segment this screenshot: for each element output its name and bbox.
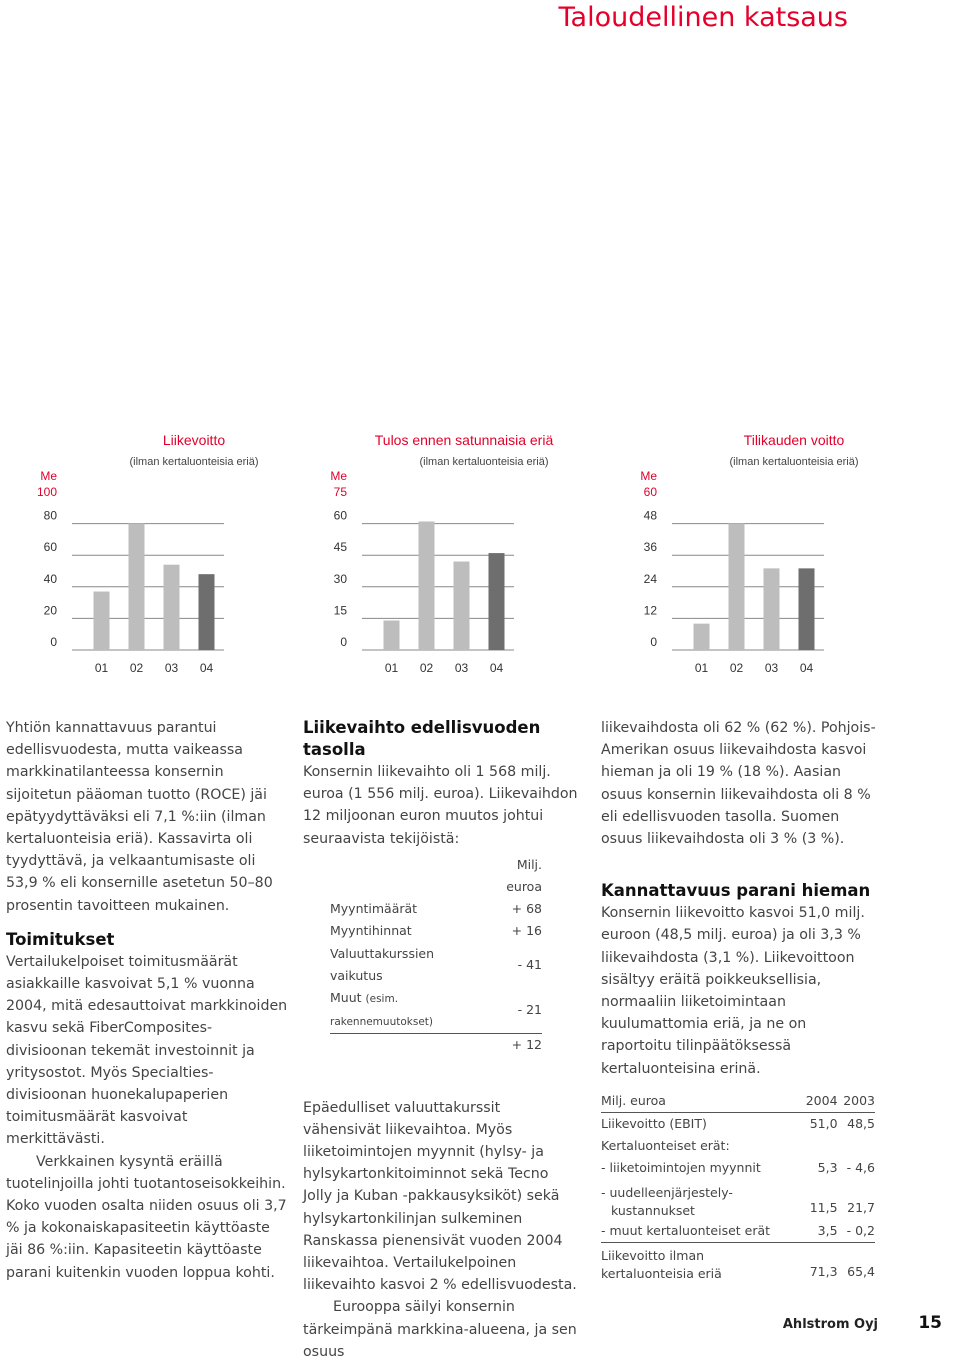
paragraph: Vertailukelpoiset toimitusmäärät asiakkaille kasvoivat 5,1 % vuonna 2004, mitä edesauttoivat markkinoiden kasvu sekä FiberComposites-divisioonan tekemät investoinnit ja yritysostot. Myös Specialties-divisioonan huonekalupaperien toimitusmäärät kasvoivat merkittävästi. [6, 953, 288, 1148]
bar [384, 621, 400, 650]
x-tick-label: 02 [729, 661, 744, 675]
y-tick-label: 36 [643, 540, 657, 555]
y-tick-label: 45 [333, 540, 347, 555]
x-tick-label: 03 [454, 661, 469, 675]
x-tick-label: 01 [384, 661, 399, 675]
heading-kannattavuus: Kannattavuus parani hieman [601, 881, 871, 901]
y-tick-label: 60 [333, 508, 347, 523]
table-row [601, 1135, 875, 1157]
row-value-2003: 65,4 [847, 1263, 875, 1279]
column-2 [303, 717, 581, 1363]
paragraph: Verkkainen kysyntä eräillä tuotelinjoilla johti tuotantoseisokkeihin. Koko vuoden osalta niiden osuus oli 3,7 % ja kokonaiskapasiteetin käyttöaste jäi 86 %:iin. Kapasiteetin käyttöaste parani kuitenkin vuoden loppua kohti. [6, 1153, 287, 1281]
row-label: Kertaluonteiset erät: [601, 1138, 730, 1154]
y-tick-label: 15 [333, 603, 347, 618]
row-value-2003: - 0,2 [838, 1220, 875, 1243]
paragraph: Konsernin liikevaihto oli 1 568 milj. euroa (1 556 milj. euroa). Liikevaihdon 12 miljoonan euron muutos johtui seuraavista tekijöistä: [303, 764, 578, 847]
paragraph: liikevaihdosta oli 62 % (62 %). Pohjois-Amerikan osuus liikevaihdosta kasvoi hieman ja oli 19 % (18 %). Aasian osuus konsernin liikevaihdosta oli 8 % eli edellisvuoden tasolla. Suomen osuus liikevaihdosta oli 3 % (3 %). [601, 720, 876, 848]
chart-svg [324, 430, 594, 680]
y-tick-label: 100 [36, 485, 57, 499]
x-tick-label: 01 [694, 661, 709, 675]
bar [129, 524, 145, 650]
chart-tilikauden-voitto [634, 430, 904, 680]
row-label: Myyntimäärät [330, 901, 418, 917]
bar [164, 565, 180, 650]
table-unit: Milj. euroa [506, 856, 542, 895]
row-label-note: (esim. rakennemuutokset) [330, 993, 433, 1029]
row-value-2004: 51,0 [809, 1116, 838, 1132]
x-tick-label: 04 [799, 661, 814, 675]
chart-title: Tilikauden voitto [743, 432, 845, 448]
row-value: - 41 [517, 956, 542, 972]
bar [694, 624, 710, 650]
row-value: - 21 [485, 987, 542, 1034]
table-head-year: 2003 [838, 1090, 875, 1113]
row-label: Valuuttakurssien vaikutus [330, 945, 435, 983]
bar [799, 568, 815, 650]
column-3 [601, 717, 879, 1283]
bar [419, 521, 435, 650]
bar [729, 524, 745, 650]
ebit-table [601, 1090, 875, 1283]
bar [489, 553, 505, 650]
row-label: Muut [330, 990, 362, 1006]
paragraph: Konsernin liikevoitto kasvoi 51,0 milj. euroon (48,5 milj. euroa) ja oli 3,3 % liikevaihdosta (3,1 %). Liikevoittoon sisältyy eräitä poikkeuksellisia, normaaliin liiketoimintaan kuulumattomia eriä, ja ne on raportoitu tilinpäätöksessä kertaluonteisina erinä. [601, 905, 865, 1077]
table-row [601, 1113, 875, 1136]
paragraph: Yhtiön kannattavuus parantui edellisvuodesta, mutta vaikeassa markkinatilanteessa konsernin sijoitetun pääoman tuotto (ROCE) jäi epätyydyttäväksi eli 7,1 %:iin (ilman kertaluonteisia eriä). Kassavirta oli tyydyttävä, ja velkaantumisaste oli 53,9 % eli konsernille asetetun 50–80 prosentin tavoitteen mukainen. [6, 720, 273, 914]
x-tick-label: 02 [419, 661, 434, 675]
y-unit-label: Me [640, 469, 657, 483]
table-row [330, 943, 542, 987]
table-header-row [601, 1090, 875, 1113]
table-row [601, 1180, 875, 1220]
y-tick-label: 48 [643, 508, 657, 523]
row-value-2003: - 4,6 [846, 1160, 875, 1176]
paragraph: Eurooppa säilyi konsernin tärkeimpänä markkina-alueena, ja sen osuus [303, 1299, 577, 1360]
y-tick-label: 0 [340, 635, 347, 649]
page-title: Taloudellinen katsaus [558, 2, 848, 33]
heading-toimitukset: Toimitukset [6, 929, 115, 949]
row-label: - uudelleenjärjestely- [601, 1184, 733, 1200]
row-label: Liikevoitto ilman [601, 1247, 705, 1263]
y-tick-label: 30 [333, 571, 347, 586]
x-tick-label: 02 [129, 661, 144, 675]
y-tick-label: 24 [643, 571, 657, 586]
x-tick-label: 03 [764, 661, 779, 675]
bar [764, 568, 780, 650]
row-label [330, 1034, 485, 1057]
y-tick-label: 80 [43, 508, 57, 523]
y-unit-label: Me [330, 469, 347, 483]
revenue-change-table [330, 854, 542, 1057]
bar [199, 574, 215, 650]
y-unit-label: Me [40, 469, 57, 483]
page-number: 15 [918, 1313, 942, 1333]
bar [454, 562, 470, 650]
row-label: Myyntihinnat [330, 923, 412, 939]
table-head-year: 2004 [800, 1090, 837, 1113]
row-value-2003: 21,7 [847, 1200, 875, 1216]
chart-subtitle: (ilman kertaluonteisia eriä) [129, 456, 259, 468]
table-row [330, 898, 542, 920]
chart-title: Liikevoitto [162, 432, 226, 448]
chart-subtitle: (ilman kertaluonteisia eriä) [419, 456, 549, 468]
table-row [601, 1242, 875, 1283]
row-value-2004: 3,5 [800, 1220, 837, 1243]
row-value: + 12 [511, 1037, 542, 1053]
chart-svg [34, 430, 304, 680]
row-label: - liiketoimintojen myynnit [601, 1160, 761, 1176]
table-row [330, 854, 542, 898]
row-label: - muut kertaluonteiset erät [601, 1220, 800, 1243]
table-row [330, 920, 542, 942]
footer-company: Ahlstrom Oyj [782, 1317, 878, 1332]
y-tick-label: 60 [643, 485, 657, 499]
chart-subtitle: (ilman kertaluonteisia eriä) [729, 456, 859, 468]
row-value: + 16 [511, 923, 542, 939]
table-row [601, 1157, 875, 1179]
chart-svg [634, 430, 904, 680]
y-tick-label: 75 [333, 485, 347, 499]
x-tick-label: 04 [199, 661, 214, 675]
table-row [330, 1034, 542, 1057]
y-tick-label: 12 [643, 603, 657, 618]
chart-tulos-ennen-satunnaisia-eria [324, 430, 594, 680]
table-row [330, 987, 542, 1034]
table-row [601, 1220, 875, 1243]
row-value-2004: 5,3 [817, 1160, 838, 1176]
heading-liikevaihto: Liikevaihto edellisvuoden tasolla [303, 718, 541, 759]
row-label: Liikevoitto (EBIT) [601, 1116, 707, 1132]
x-tick-label: 01 [94, 661, 109, 675]
paragraph: Epäedulliset valuuttakurssit vähensivät liikevaihtoa. Myös liiketoimintojen myynnit (hylsy- ja hylsykartonkitoiminnot sekä Tecno Jolly ja Kuban -pakkausyksiköt) sekä hylsykartonkilinjan sulkeminen Ranskassa pienensivät vuoden 2004 liikevaihtoa. Vertailukelpoinen liikevaihto kasvoi 2 % edellisvuodesta. [303, 1099, 577, 1294]
chart-liikevoitto [34, 430, 304, 680]
y-tick-label: 20 [43, 603, 57, 618]
row-value-2004: 11,5 [809, 1200, 838, 1216]
y-tick-label: 40 [43, 571, 57, 586]
row-value-2004: 71,3 [809, 1263, 838, 1279]
y-tick-label: 0 [650, 635, 657, 649]
x-tick-label: 04 [489, 661, 504, 675]
row-label-cont: kustannukset [611, 1202, 695, 1218]
row-label-cont: kertaluonteisia eriä [601, 1265, 722, 1281]
row-value-2003: 48,5 [847, 1116, 875, 1132]
bar [94, 592, 110, 650]
chart-title: Tulos ennen satunnaisia eriä [374, 432, 554, 448]
y-tick-label: 0 [50, 635, 57, 649]
column-1 [6, 717, 288, 1284]
row-value: + 68 [511, 901, 542, 917]
table-head-label: Milj. euroa [601, 1090, 800, 1113]
x-tick-label: 03 [164, 661, 179, 675]
y-tick-label: 60 [43, 540, 57, 555]
